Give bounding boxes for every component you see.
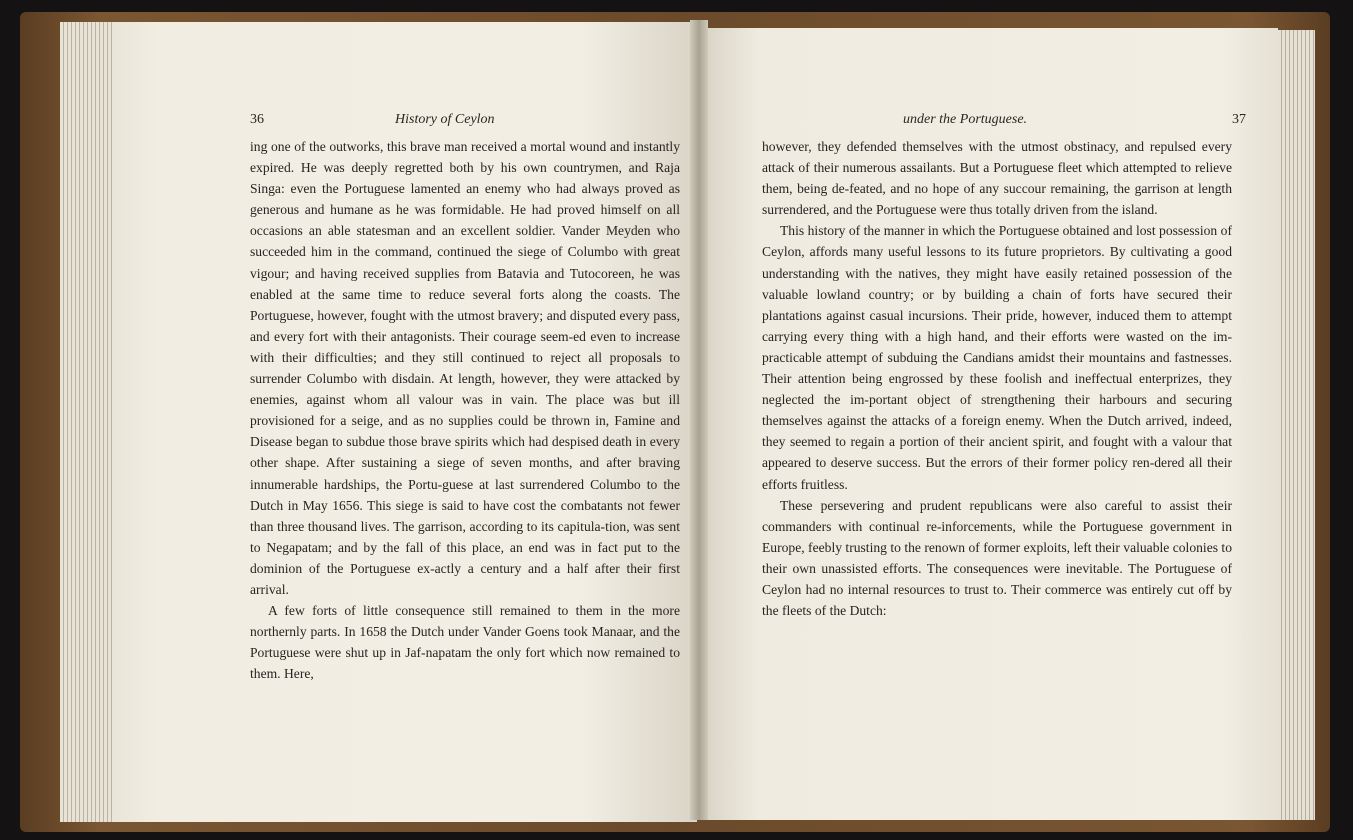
book-gutter [690, 20, 708, 820]
left-running-title: History of Ceylon [395, 112, 495, 127]
right-running-title: under the Portuguese. [903, 112, 1028, 127]
left-paragraph-2: A few forts of little consequence still remained to them in the more northernly parts. In 1658 the Dutch under Vander Goens took Manaar, and the Portuguese were shut up in Jaf-napatam the only fort which now remained to them. Here, [250, 603, 680, 682]
right-paragraph-1: however, they defended themselves with the utmost obstinacy, and repulsed every attack of their numerous assailants. But a Portuguese fleet which attempted to relieve them, being de-feated, and no hope of any succour remaining, the garrison at length surrendered, and the Portuguese were thus totally driven from the island. [762, 139, 1232, 218]
right-page-number: 37 [1232, 112, 1246, 127]
left-body-text [250, 136, 680, 684]
left-page-number: 36 [250, 112, 264, 127]
right-body-text [762, 136, 1232, 621]
right-paragraph-2: This history of the manner in which the Portuguese obtained and lost possession of Ceylon, affords many useful lessons to its future proprietors. By cultivating a good understanding with the natives, they might have easily retained possession of the valuable lowland country; or by building a chain of forts have secured their plantations against casual incursions. Their pride, however, induced them to attempt carrying every thing with a high hand, and their efforts were wasted on the im-practicable attempt of subduing the Candians amidst their mountains and fastnesses. Their attention being engrossed by these foolish and ineffectual enterprizes, they neglected the im-portant object of strengthening their harbours and securing themselves against the attacks of a foreign enemy. When the Dutch arrived, indeed, they seemed to regain a portion of their ancient spirit, and fought with a valour that appeared to deserve success. But the errors of their former policy ren-dered all their efforts fruitless. [762, 223, 1232, 492]
right-paragraph-3: These persevering and prudent republicans were also careful to assist their commanders with continual re-inforcements, while the Portuguese government in Europe, feebly trusting to the renown of former exploits, left their valuable colonies to their own unassisted efforts. The consequences were inevitable. The Portuguese of Ceylon had no internal resources to trust to. Their commerce was entirely cut off by the fleets of the Dutch: [762, 497, 1232, 619]
left-paragraph-1: ing one of the outworks, this brave man received a mortal wound and instantly expired. He was deeply regretted both by his own countrymen, and Raja Singa: even the Portuguese lamented an enemy who had always proved as generous and humane as he was formidable. He had proved himself on all occasions an able statesman and an excellent soldier. Vander Meyden who succeeded him in the command, continued the siege of Columbo with great vigour; and having received supplies from Batavia and Tutocoreen, he was enabled at the same time to reduce several forts along the coasts. The Portuguese, however, fought with the utmost bravery; and disputed every pass, and every fort with their antagonists. Their courage seem-ed even to increase with their difficulties; and they still continued to reject all proposals to surrender Columbo with disdain. At length, however, they were attacked by enemies, against whom all valour was in vain. The place was but ill provisioned for a seige, and as no supplies could be thrown in, Famine and Disease began to subdue those brave spirits which had despised death in every other shape. After sustaining a siege of seven months, and after braving innumerable hardships, the Portu-guese at last surrendered Columbo to the Dutch in May 1656. This siege is said to have cost the combatants not fewer than three thousand lives. The garrison, according to its capitula-tion, was sent to Negapatam; and by the fall of this place, an end was in fact put to the dominion of the Portuguese ex-actly a century and a half after their first arrival. [250, 139, 680, 597]
